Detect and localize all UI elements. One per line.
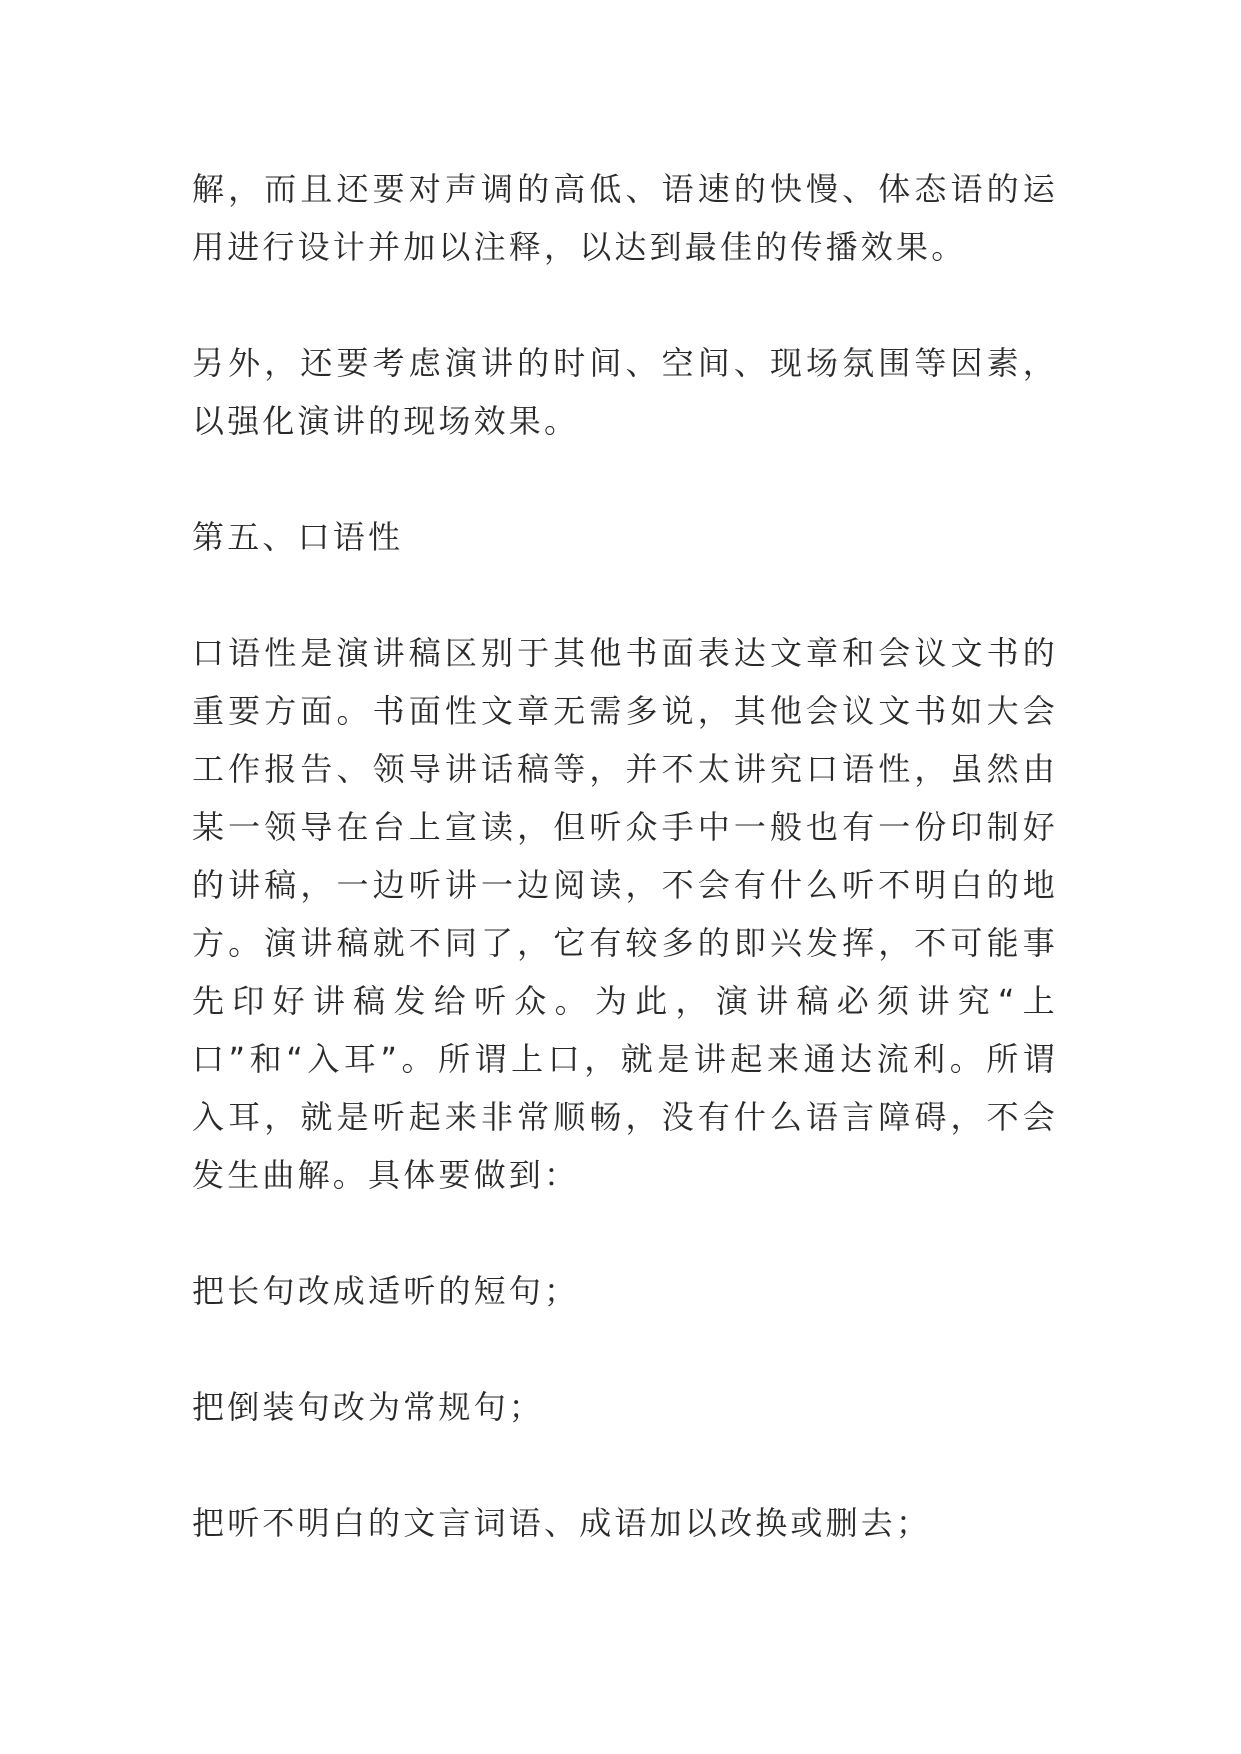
- paragraph-continuation: 解，而且还要对声调的高低、语速的快慢、体态语的运用进行设计并加以注释，以达到最佳的传播效果。: [192, 170, 1058, 266]
- list-item-short-sentences: 把长句改成适听的短句；: [192, 1272, 580, 1310]
- list-item-classical-words: 把听不明白的文言词语、成语加以改换或删去；: [192, 1504, 932, 1542]
- paragraph-oral-description: 口语性是演讲稿区别于其他书面表达文章和会议文书的重要方面。书面性文章无需多说，其他会议文书如大会工作报告、领导讲话稿等，并不太讲究口语性，虽然由某一领导在台上宣读，但听众手中一般也有一份印制好的讲稿，一边听讲一边阅读，不会有什么听不明白的地方。演讲稿就不同了，它有较多的即兴发挥，不可能事先印好讲稿发给听众。为此，演讲稿必须讲究“上口”和“入耳”。所谓上口，就是讲起来通达流利。所谓入耳，就是听起来非常顺畅，没有什么语言障碍，不会发生曲解。具体要做到：: [192, 634, 1058, 1194]
- list-item-regular-sentences: 把倒装句改为常规句；: [192, 1388, 545, 1426]
- document-body: [192, 160, 1058, 1610]
- paragraph-other-factors: 另外，还要考虑演讲的时间、空间、现场氛围等因素，以强化演讲的现场效果。: [192, 344, 1058, 440]
- section-heading-oral: 第五、口语性: [192, 518, 404, 556]
